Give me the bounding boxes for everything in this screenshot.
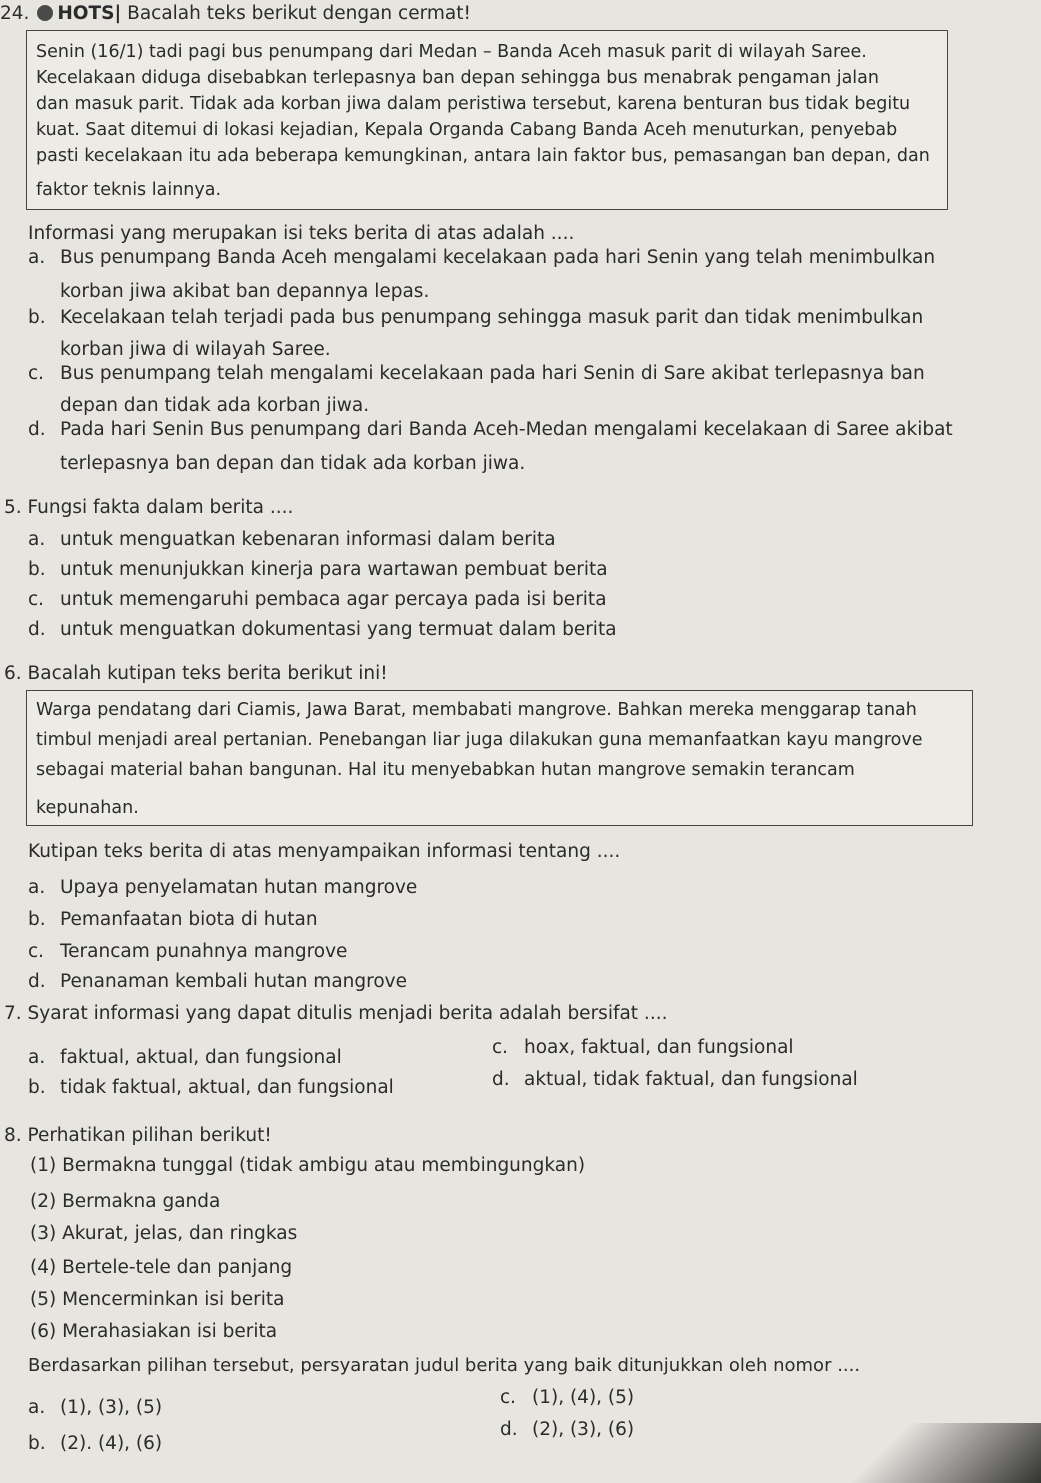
question-number: 5. bbox=[4, 497, 22, 518]
passage-line: timbul menjadi areal pertanian. Penebangan liar juga dilakukan guna memanfaatkan kayu mangrove bbox=[36, 730, 923, 750]
list-item: (3) Akurat, jelas, dan ringkas bbox=[30, 1223, 298, 1244]
option-c: c. untuk memengaruhi pembaca agar percaya pada isi berita bbox=[28, 589, 607, 610]
question-5 bbox=[4, 496, 293, 520]
passage-line: sebagai material bahan bangunan. Hal itu menyebabkan hutan mangrove semakin terancam bbox=[36, 760, 855, 780]
question-number: 24. bbox=[0, 3, 30, 24]
hots-icon bbox=[37, 5, 53, 21]
list-item: (2) Bermakna ganda bbox=[30, 1191, 221, 1212]
option-b-cont: korban jiwa di wilayah Saree. bbox=[60, 339, 331, 360]
option-c: c. Bus penumpang telah mengalami kecelakaan pada hari Senin di Sare akibat terlepasnya ban bbox=[28, 363, 925, 384]
hots-tag: HOTS| bbox=[57, 3, 122, 24]
question-7 bbox=[4, 1002, 667, 1026]
option-b: b. Pemanfaatan biota di hutan bbox=[28, 909, 318, 930]
option-c: c. hoax, faktual, dan fungsional bbox=[492, 1037, 794, 1058]
passage-line: kepunahan. bbox=[36, 798, 139, 818]
question-24-header bbox=[0, 2, 471, 26]
question-instruction: Bacalah teks berikut dengan cermat! bbox=[127, 3, 471, 24]
question-text: Berdasarkan pilihan tersebut, persyaratan judul berita yang baik ditunjukkan oleh nomor .... bbox=[28, 1355, 861, 1376]
question-text: Kutipan teks berita di atas menyampaikan informasi tentang .... bbox=[28, 841, 621, 862]
passage-line: Warga pendatang dari Ciamis, Jawa Barat, membabati mangrove. Bahkan mereka menggarap tanah bbox=[36, 700, 917, 720]
list-item: (6) Merahasiakan isi berita bbox=[30, 1321, 278, 1342]
option-a: a. Upaya penyelamatan hutan mangrove bbox=[28, 877, 418, 898]
question-8-header bbox=[4, 1124, 272, 1148]
corner-shadow bbox=[781, 1423, 1041, 1483]
option-b: b. tidak faktual, aktual, dan fungsional bbox=[28, 1077, 394, 1098]
passage-line: kuat. Saat ditemui di lokasi kejadian, Kepala Organda Cabang Banda Aceh menuturkan, penyebab bbox=[36, 120, 898, 140]
list-item: (5) Mencerminkan isi berita bbox=[30, 1289, 285, 1310]
option-b: b. Kecelakaan telah terjadi pada bus penumpang sehingga masuk parit dan tidak menimbulkan bbox=[28, 307, 924, 328]
question-number: 8. bbox=[4, 1125, 22, 1146]
question-6-header bbox=[4, 662, 388, 686]
passage-line: dan masuk parit. Tidak ada korban jiwa dalam peristiwa tersebut, karena benturan bus tidak begitu bbox=[36, 94, 911, 114]
option-a: a. untuk menguatkan kebenaran informasi dalam berita bbox=[28, 529, 556, 550]
question-instruction: Bacalah kutipan teks berita berikut ini! bbox=[27, 663, 388, 684]
option-d: d. aktual, tidak faktual, dan fungsional bbox=[492, 1069, 858, 1090]
question-text: Fungsi fakta dalam berita .... bbox=[27, 497, 294, 518]
option-a-cont: korban jiwa akibat ban depannya lepas. bbox=[60, 281, 430, 302]
passage-line: Senin (16/1) tadi pagi bus penumpang dari Medan – Banda Aceh masuk parit di wilayah Saree. bbox=[36, 42, 867, 62]
question-instruction: Perhatikan pilihan berikut! bbox=[27, 1125, 272, 1146]
option-d: d. Penanaman kembali hutan mangrove bbox=[28, 971, 407, 992]
option-d-cont: terlepasnya ban depan dan tidak ada korban jiwa. bbox=[60, 453, 526, 474]
option-d: d. Pada hari Senin Bus penumpang dari Banda Aceh-Medan mengalami kecelakaan di Saree akibat bbox=[28, 419, 953, 440]
option-c: c. Terancam punahnya mangrove bbox=[28, 941, 348, 962]
option-c-cont: depan dan tidak ada korban jiwa. bbox=[60, 395, 370, 416]
list-item: (4) Bertele-tele dan panjang bbox=[30, 1257, 293, 1278]
question-text: Syarat informasi yang dapat ditulis menjadi berita adalah bersifat .... bbox=[27, 1003, 668, 1024]
question-number: 6. bbox=[4, 663, 22, 684]
option-d: d. untuk menguatkan dokumentasi yang termuat dalam berita bbox=[28, 619, 617, 640]
option-b: b. (2). (4), (6) bbox=[28, 1433, 163, 1454]
question-text: Informasi yang merupakan isi teks berita di atas adalah .... bbox=[28, 223, 575, 244]
passage-line: pasti kecelakaan itu ada beberapa kemungkinan, antara lain faktor bus, pemasangan ban depan, dan bbox=[36, 146, 930, 166]
passage-line: faktor teknis lainnya. bbox=[36, 180, 222, 200]
option-a: a. faktual, aktual, dan fungsional bbox=[28, 1047, 342, 1068]
list-item: (1) Bermakna tunggal (tidak ambigu atau membingungkan) bbox=[30, 1155, 586, 1176]
passage-line: Kecelakaan diduga disebabkan terlepasnya ban depan sehingga bus menabrak pengaman jalan bbox=[36, 68, 879, 88]
option-d: d. (2), (3), (6) bbox=[500, 1419, 635, 1440]
option-a: a. (1), (3), (5) bbox=[28, 1397, 163, 1418]
option-a: a. Bus penumpang Banda Aceh mengalami kecelakaan pada hari Senin yang telah menimbulkan bbox=[28, 247, 936, 268]
question-number: 7. bbox=[4, 1003, 22, 1024]
option-c: c. (1), (4), (5) bbox=[500, 1387, 635, 1408]
option-b: b. untuk menunjukkan kinerja para wartawan pembuat berita bbox=[28, 559, 608, 580]
